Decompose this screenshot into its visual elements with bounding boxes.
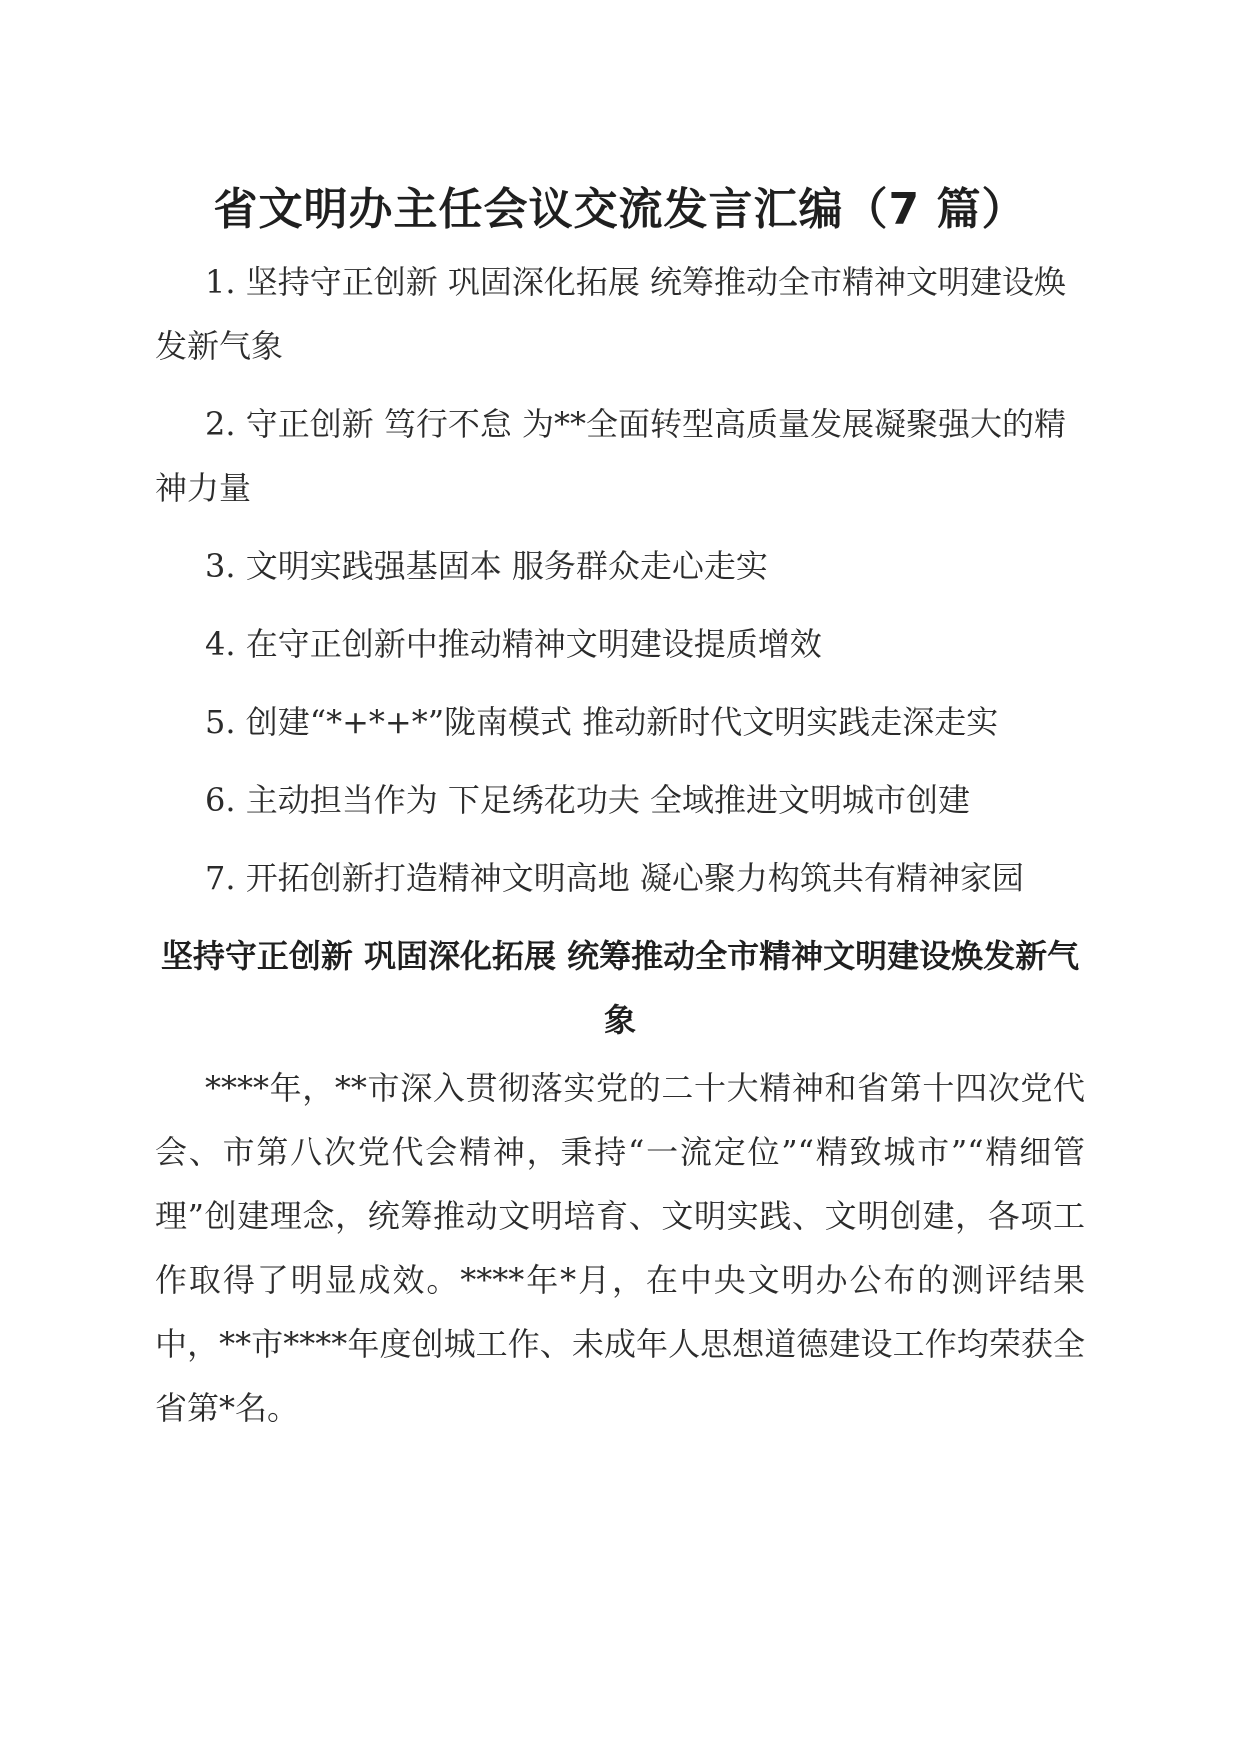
toc-item-1: 1. 坚持守正创新 巩固深化拓展 统筹推动全市精神文明建设焕发新气象	[155, 263, 1067, 365]
document-page	[155, 180, 1085, 1440]
table-of-contents	[155, 250, 1085, 910]
toc-item-7: 7. 开拓创新打造精神文明高地 凝心聚力构筑共有精神家园	[205, 859, 1024, 897]
toc-item-5: 5. 创建“*+*+*”陇南模式 推动新时代文明实践走深走实	[205, 703, 999, 741]
toc-item-3: 3. 文明实践强基固本 服务群众走心走实	[205, 547, 768, 585]
body-paragraph: ****年，**市深入贯彻落实党的二十大精神和省第十四次党代会、市第八次党代会精神，秉持“一流定位”“精致城市”“精细管理”创建理念，统筹推动文明培育、文明实践、文明创建，各项工作取得了明显成效。****年*月，在中央文明办公布的测评结果中，**市****年度创城工作、未成年人思想道德建设工作均荣获全省第*名。	[155, 1069, 1085, 1427]
toc-item-6: 6. 主动担当作为 下足绣花功夫 全域推进文明城市创建	[205, 781, 971, 819]
toc-item-4: 4. 在守正创新中推动精神文明建设提质增效	[205, 625, 822, 663]
document-title: 省文明办主任会议交流发言汇编（7 篇）	[213, 184, 1027, 235]
toc-item-2: 2. 守正创新 笃行不怠 为**全面转型高质量发展凝聚强大的精神力量	[155, 405, 1067, 507]
section-title: 坚持守正创新 巩固深化拓展 统筹推动全市精神文明建设焕发新气象	[160, 937, 1080, 1039]
